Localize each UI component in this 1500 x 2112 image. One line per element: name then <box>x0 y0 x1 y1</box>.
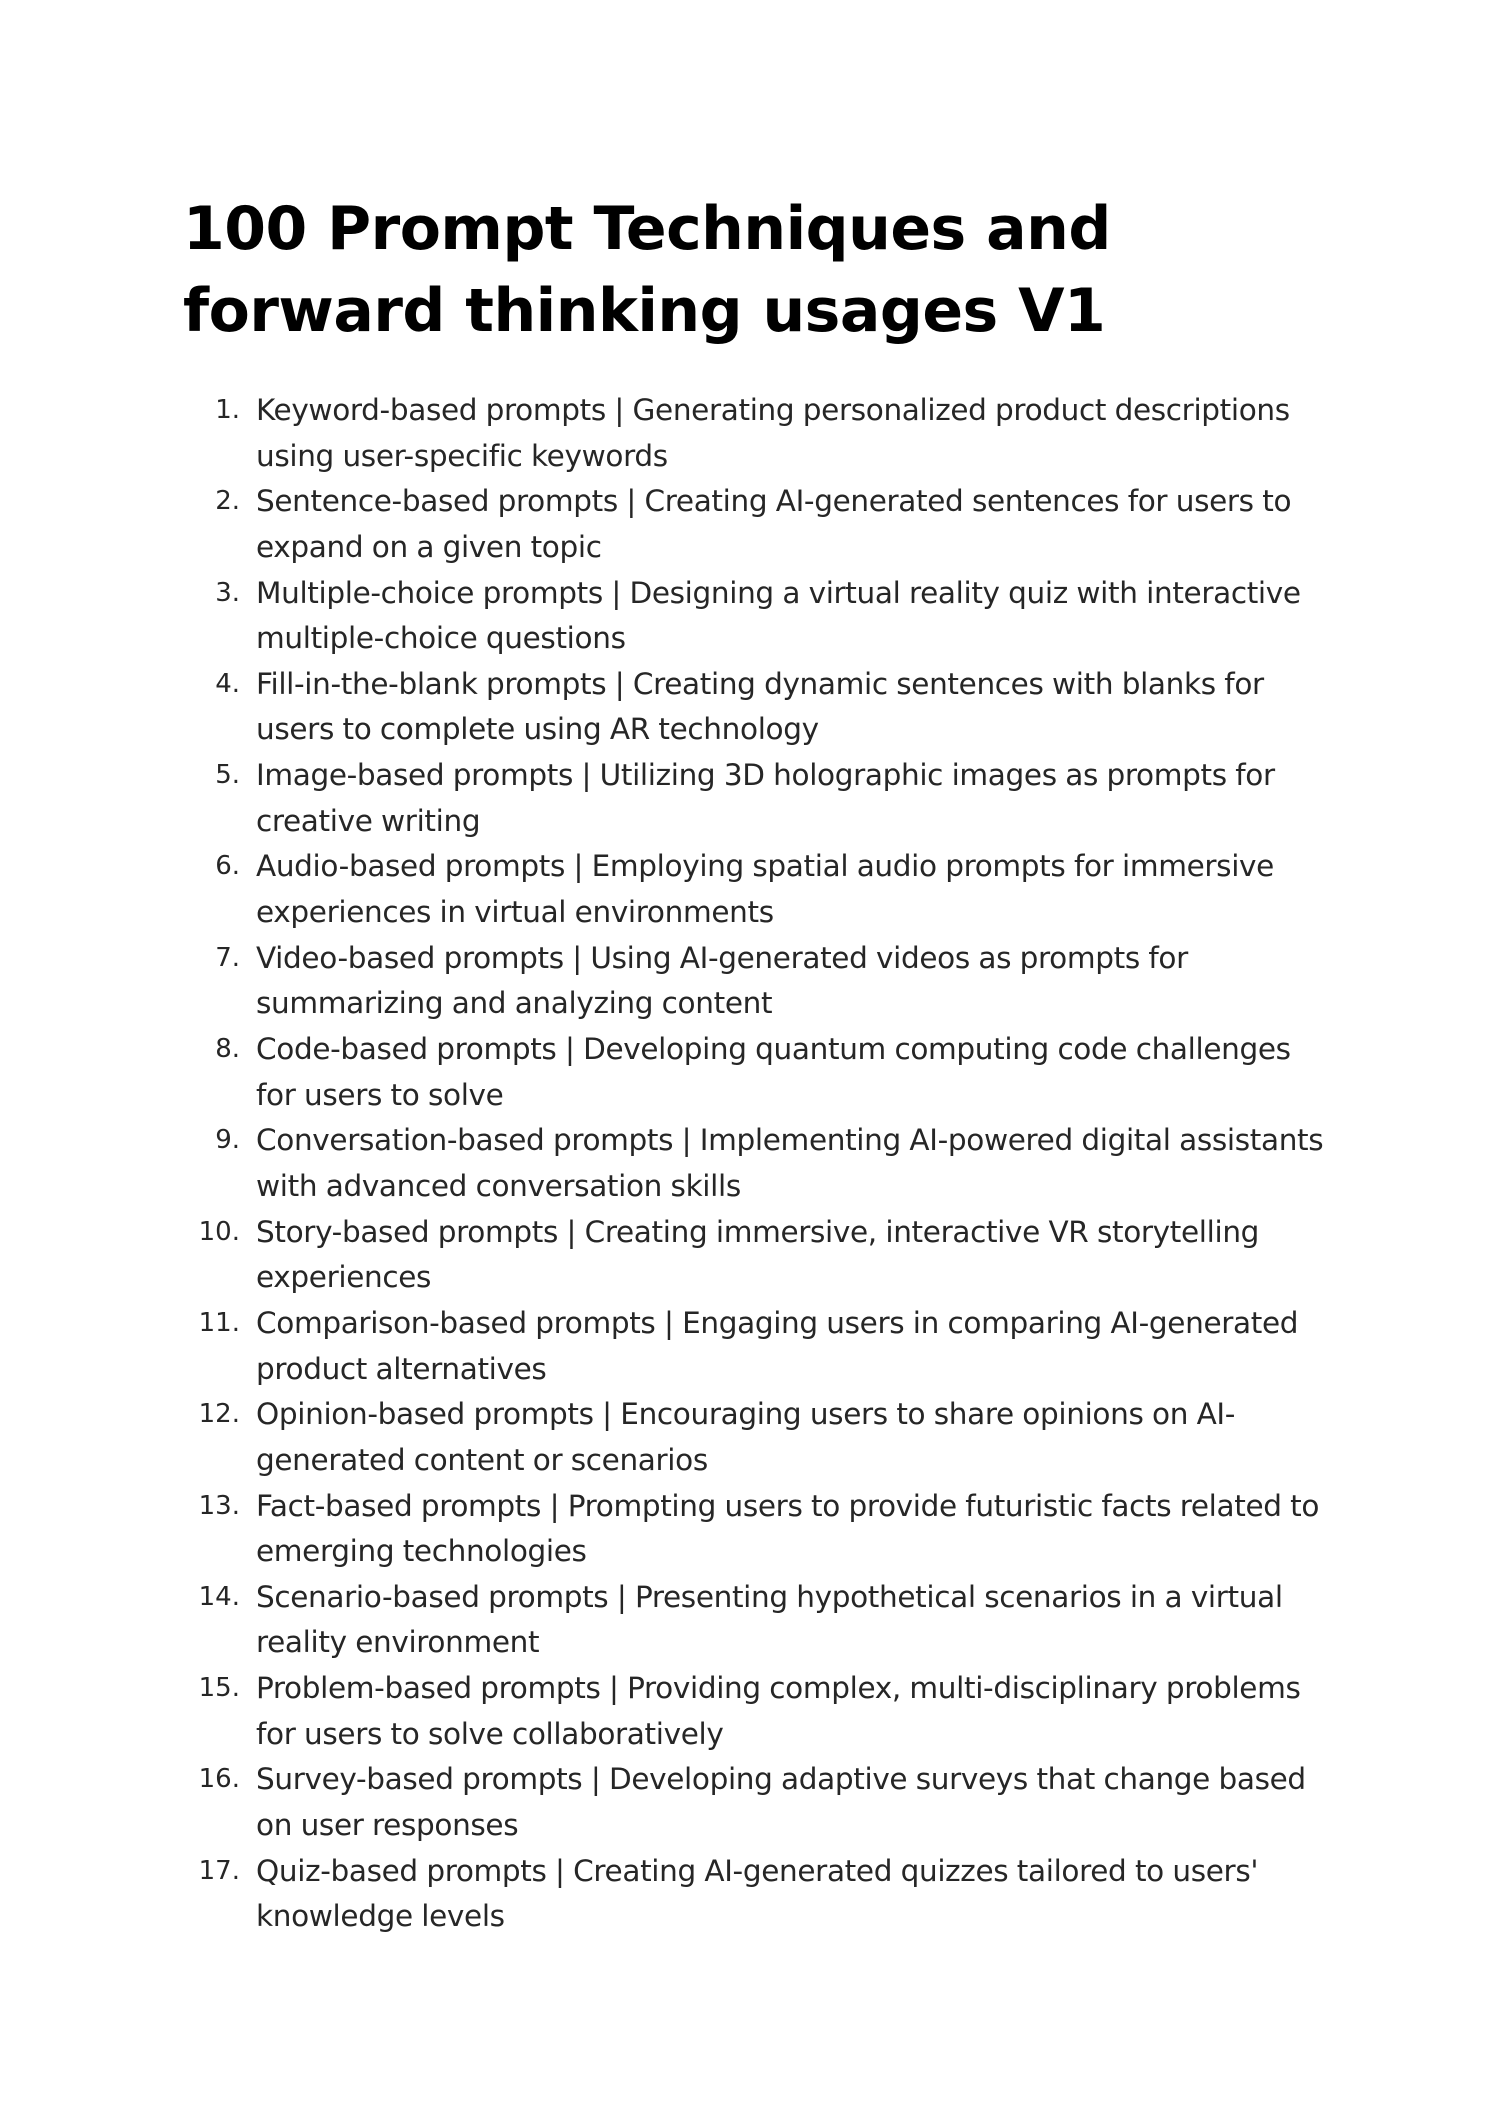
list-item-number: 17. <box>198 1855 240 1886</box>
list-item-number: 14. <box>198 1581 240 1612</box>
list-item-text: Audio-based prompts | Employing spatial audio prompts for immersive experiences in virtual environments <box>256 849 1274 930</box>
list-item-number: 5. <box>215 760 240 791</box>
list-item <box>183 936 1333 1027</box>
list-item-number: 12. <box>198 1399 240 1430</box>
list-item-text: Code-based prompts | Developing quantum computing code challenges for users to solve <box>256 1032 1291 1112</box>
list-item <box>183 1118 1333 1209</box>
list-item-number: 13. <box>198 1490 240 1521</box>
list-item <box>183 388 1333 479</box>
list-item <box>183 753 1333 844</box>
list-item-text: Fill-in-the-blank prompts | Creating dynamic sentences with blanks for users to complete using AR technology <box>256 666 1264 747</box>
list-item-number: 2. <box>215 486 240 517</box>
list-item-text: Conversation-based prompts | Implementing AI-powered digital assistants with advanced conversation skills <box>256 1123 1324 1203</box>
list-item <box>183 571 1333 662</box>
list-item-text: Quiz-based prompts | Creating AI-generated quizzes tailored to users' knowledge levels <box>256 1853 1259 1934</box>
list-item <box>183 1027 1333 1118</box>
list-item-text: Story-based prompts | Creating immersive, interactive VR storytelling experiences <box>256 1214 1260 1295</box>
list-item-text: Image-based prompts | Utilizing 3D holographic images as prompts for creative writing <box>256 758 1275 838</box>
list-item-number: 15. <box>198 1673 240 1704</box>
list-item-number: 8. <box>215 1034 240 1065</box>
list-item-text: Survey-based prompts | Developing adaptive surveys that change based on user responses <box>256 1762 1306 1843</box>
list-item <box>183 662 1333 753</box>
list-item-number: 3. <box>215 577 240 608</box>
list-item <box>183 1301 1333 1392</box>
list-item-text: Multiple-choice prompts | Designing a virtual reality quiz with interactive multiple-choice questions <box>256 575 1301 656</box>
list-item-number: 9. <box>215 1125 240 1156</box>
list-item <box>183 1757 1333 1848</box>
list-item-number: 6. <box>215 851 240 882</box>
list-item-number: 7. <box>215 942 240 973</box>
page-title: 100 Prompt Techniques and forward thinking usages V1 <box>183 194 1111 346</box>
list-item-text: Scenario-based prompts | Presenting hypothetical scenarios in a virtual reality environment <box>256 1579 1283 1660</box>
list-item-text: Problem-based prompts | Providing complex, multi-disciplinary problems for users to solve collaboratively <box>256 1671 1301 1751</box>
list-item <box>183 1666 1333 1757</box>
list-item-number: 16. <box>198 1764 240 1795</box>
list-item-number: 11. <box>198 1307 240 1338</box>
list-item-number: 10. <box>198 1216 240 1247</box>
list-item <box>183 1575 1333 1666</box>
list-item <box>183 1484 1333 1575</box>
list-item-text: Opinion-based prompts | Encouraging users to share opinions on AI-generated content or scenarios <box>256 1397 1236 1477</box>
list-item <box>183 1210 1333 1301</box>
technique-list <box>183 388 1333 1940</box>
list-item-text: Video-based prompts | Using AI-generated videos as prompts for summarizing and analyzing content <box>256 940 1188 1021</box>
list-item <box>183 844 1333 935</box>
list-item-text: Comparison-based prompts | Engaging users in comparing AI-generated product alternatives <box>256 1305 1299 1386</box>
list-item <box>183 1849 1333 1940</box>
list-item <box>183 479 1333 570</box>
list-item-number: 4. <box>215 668 240 699</box>
list-item-text: Keyword-based prompts | Generating personalized product descriptions using user-specific keywords <box>256 393 1290 473</box>
list-item-number: 1. <box>215 395 240 425</box>
list-item-text: Fact-based prompts | Prompting users to provide futuristic facts related to emerging technologies <box>256 1488 1320 1569</box>
list-item <box>183 1392 1333 1483</box>
list-item-text: Sentence-based prompts | Creating AI-generated sentences for users to expand on a given topic <box>256 484 1292 564</box>
